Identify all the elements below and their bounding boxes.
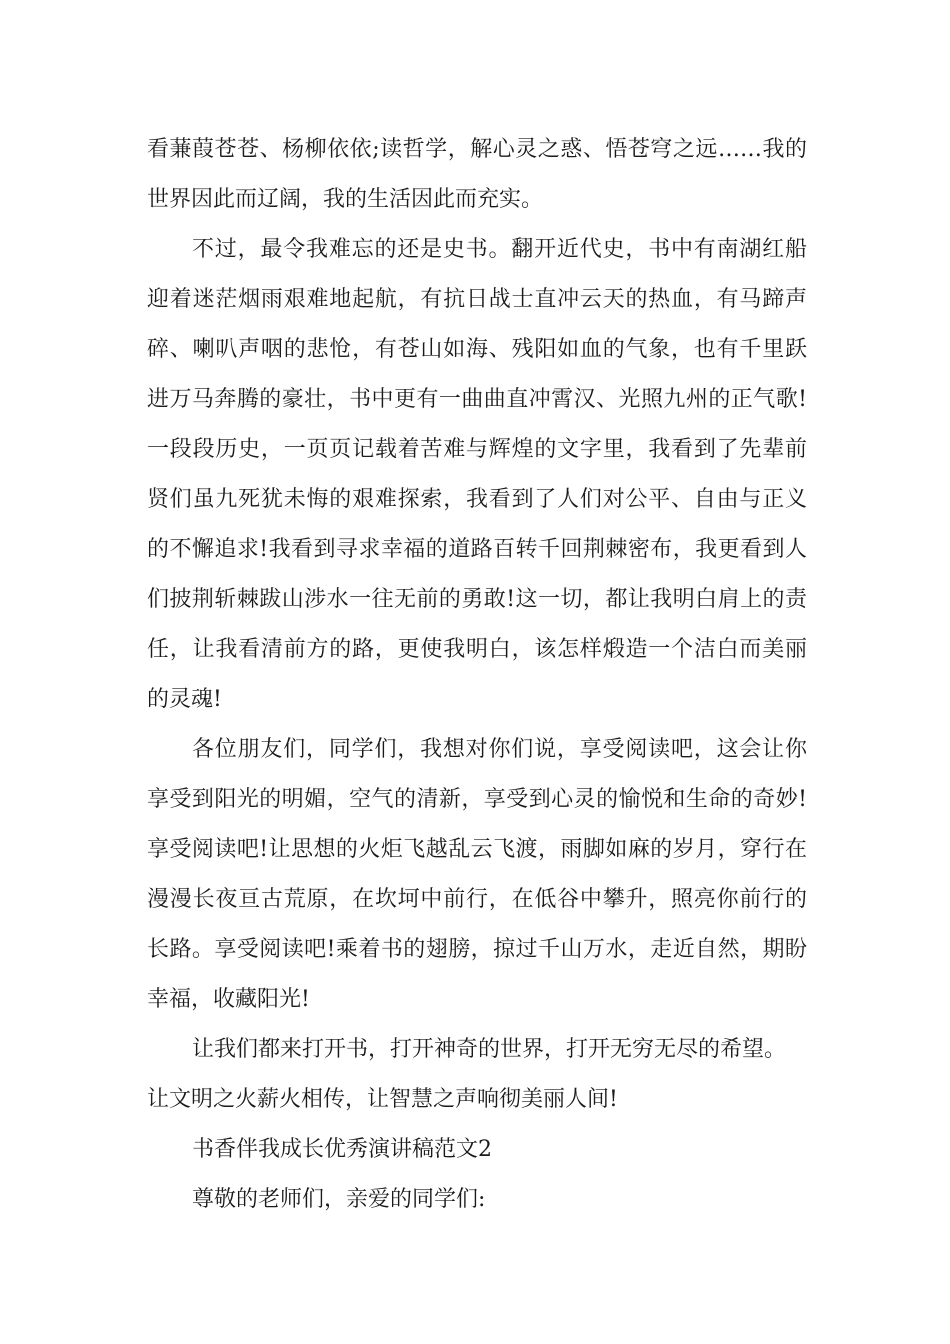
- text-line: 长路。享受阅读吧!乘着书的翅膀，掠过千山万水，走近自然，期盼: [147, 937, 807, 962]
- text-line: 世界因此而辽阔，我的生活因此而充实。: [147, 187, 544, 212]
- text-line: 贤们虽九死犹未悔的艰难探索，我看到了人们对公平、自由与正义: [147, 487, 807, 512]
- section-title: 书香伴我成长优秀演讲稿范文2: [192, 1137, 492, 1162]
- text-line: 享受阅读吧!让思想的火炬飞越乱云飞渡，雨脚如麻的岁月，穿行在: [147, 837, 807, 862]
- text-line: 让我们都来打开书，打开神奇的世界，打开无穷无尽的希望。: [192, 1037, 787, 1062]
- text-line: 碎、喇叭声咽的悲怆，有苍山如海、残阳如血的气象，也有千里跃: [147, 337, 807, 362]
- text-line: 享受到阳光的明媚，空气的清新，享受到心灵的愉悦和生命的奇妙!: [147, 787, 807, 812]
- text-line: 的不懈追求!我看到寻求幸福的道路百转千回荆棘密布，我更看到人: [147, 537, 807, 562]
- text-line: 一段段历史，一页页记载着苦难与辉煌的文字里，我看到了先辈前: [147, 437, 807, 462]
- text-line: 不过，最令我难忘的还是史书。翻开近代史，书中有南湖红船: [192, 237, 807, 262]
- text-line: 的灵魂!: [147, 687, 222, 712]
- text-line: 幸福，收藏阳光!: [147, 987, 310, 1012]
- text-line: 进万马奔腾的豪壮，书中更有一曲曲直冲霄汉、光照九州的正气歌!: [147, 387, 807, 412]
- text-line: 各位朋友们，同学们，我想对你们说，享受阅读吧，这会让你: [192, 737, 807, 762]
- text-line: 看蒹葭苍苍、杨柳依依;读哲学，解心灵之惑、悟苍穹之远……我的: [147, 137, 807, 162]
- text-line: 们披荆斩棘跋山涉水一往无前的勇敢!这一切，都让我明白肩上的责: [147, 587, 807, 612]
- text-line: 让文明之火薪火相传，让智慧之声响彻美丽人间!: [147, 1087, 618, 1112]
- text-line: 漫漫长夜亘古荒原，在坎坷中前行，在低谷中攀升，照亮你前行的: [147, 887, 807, 912]
- text-line: 迎着迷茫烟雨艰难地起航，有抗日战士直冲云天的热血，有马蹄声: [147, 287, 807, 312]
- text-line: 任，让我看清前方的路，更使我明白，该怎样煅造一个洁白而美丽: [147, 637, 807, 662]
- salutation: 尊敬的老师们，亲爱的同学们:: [192, 1187, 486, 1212]
